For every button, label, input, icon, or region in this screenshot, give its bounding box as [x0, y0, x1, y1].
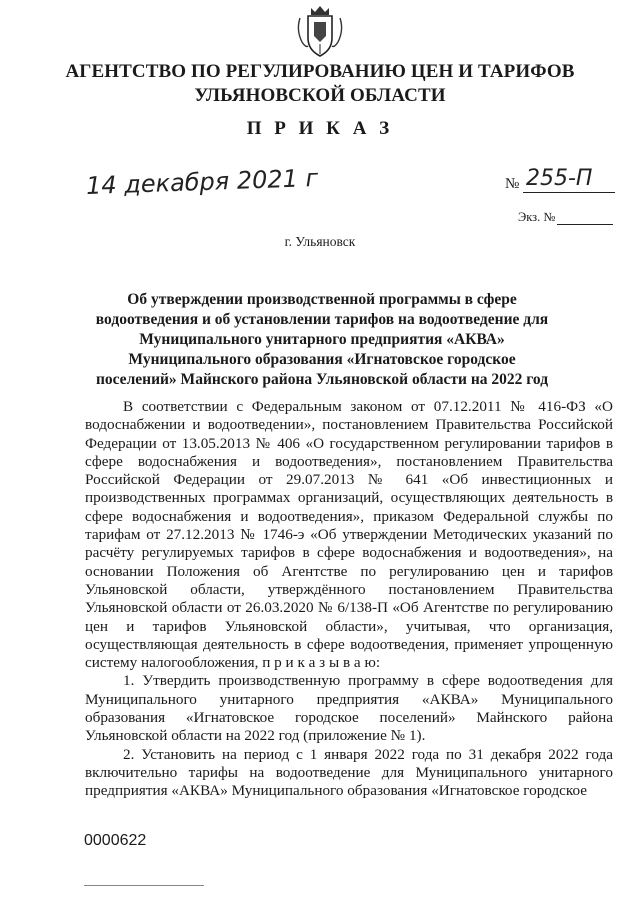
city: г. Ульяновск: [284, 234, 356, 249]
coat-of-arms-icon: [294, 2, 346, 60]
order-title: Об утверждении производственной программы в сфере водоотведения и об установлении тарифов на водоотведение для Муниципального унитарного предприятия «АКВА» Муниципального образования «Игнатовское городское поселений» Майнского района Ульяновской области на 2022 год: [95, 291, 549, 388]
agency-name: АГЕНТСТВО ПО РЕГУЛИРОВАНИЮ ЦЕН И ТАРИФОВ УЛЬЯНОВСКОЙ ОБЛАСТИ: [65, 61, 575, 106]
copy-number: [518, 210, 613, 225]
document-type: П Р И К А З: [246, 118, 394, 139]
clause-2-paragraph: 2. Установить на период с 1 января 2022 года по 31 декабря 2022 года включительно тарифы на водоотведение для Муниципального унитарного предприятия «АКВА» Муниципального образования «Игнатовское городское: [85, 745, 613, 800]
copy-number-blank: [557, 212, 613, 225]
copy-number-label: Экз. №: [518, 210, 556, 224]
order-number-underline: [523, 192, 615, 193]
document-code: 0000622: [84, 832, 147, 849]
footer-divider: [84, 885, 204, 886]
order-number-label: №: [505, 176, 520, 192]
clause-1-paragraph: 1. Утвердить производственную программу в сфере водоотведения для Муниципального унитарного предприятия «АКВА» Муниципального образования «Игнатовское городское поселений» Майнского района Ульяновской области на 2022 год (приложение № 1).: [85, 672, 613, 745]
order-number: 255-П: [526, 166, 593, 191]
preamble-paragraph: В соответствии с Федеральным законом от 07.12.2011 № 416-ФЗ «О водоснабжении и водоотведении», постановлением Правительства Российской Федерации от 13.05.2013 № 406 «О государственном регулировании тарифов в сфере водоснабжения и водоотведения», постановлением Правительства Российской Федерации от 29.07.2013 № 641 «Об инвестиционных и производственных программах организаций, осуществляющих деятельность в сфере водоснабжения и водоотведения», приказом Федеральной службы по тарифам от 27.12.2013 № 1746-э «Об утверждении Методических указаний по расчёту регулируемых тарифов в сфере водоснабжения и водоотведения», на основании Положения об Агентстве по регулированию цен и тарифов Ульяновской области, утверждённого постановлением Правительства Ульяновской области от 26.03.2020 № 6/138-П «Об Агентстве по регулированию цен и тарифов Ульяновской области», учитывая, что организация, осуществляющая деятельность в сфере водоотведения, применяет упрощенную систему налогообложения, п р и к а з ы в а ю:: [85, 398, 613, 672]
order-date: 14 декабря 2021 г: [85, 163, 319, 201]
order-body: [85, 398, 613, 801]
